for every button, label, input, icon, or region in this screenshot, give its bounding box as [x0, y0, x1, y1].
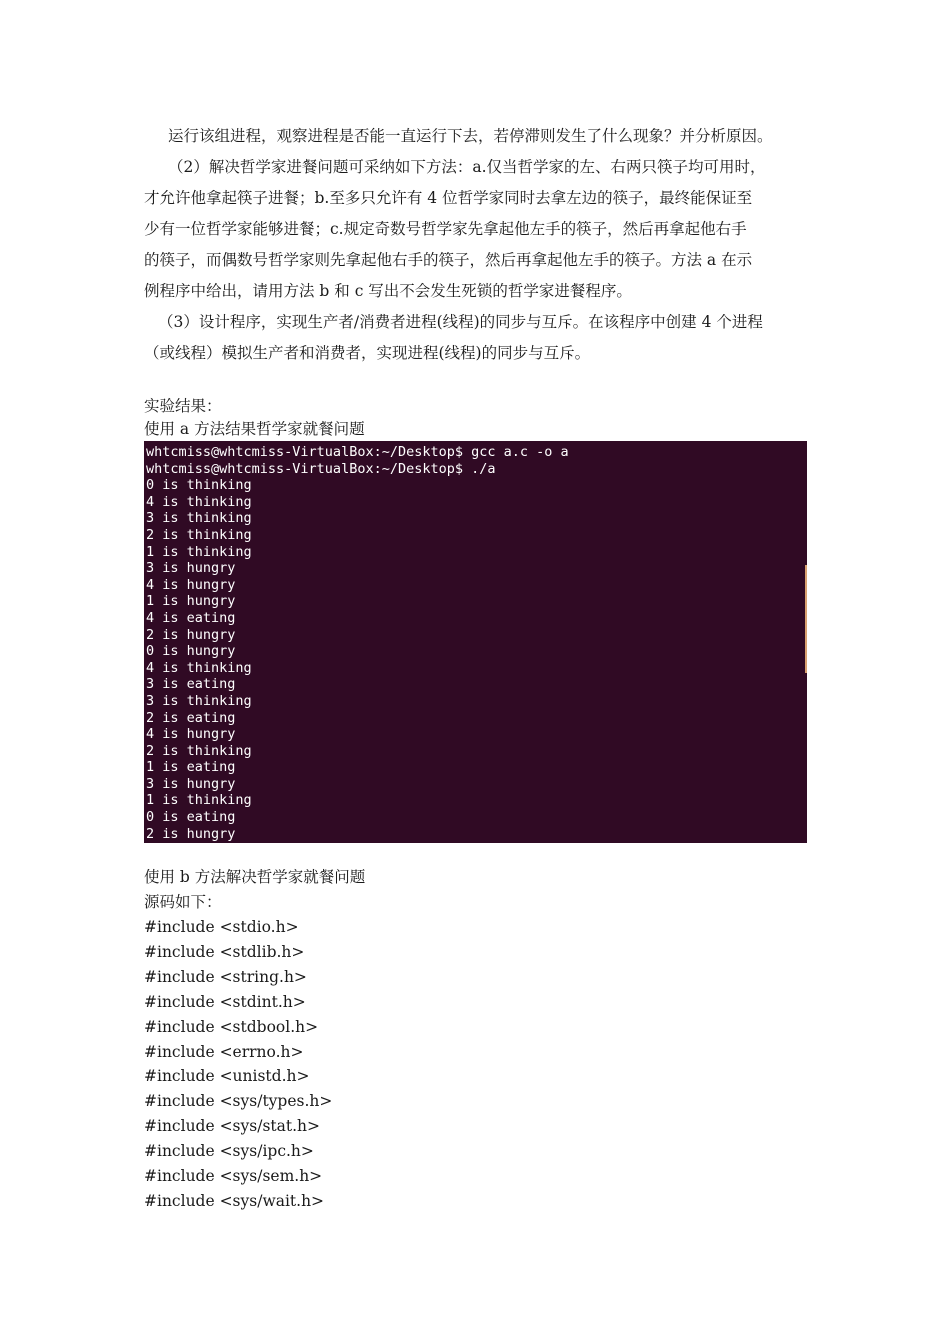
terminal-line: 3 is thinking — [146, 510, 252, 527]
terminal-line: 3 is eating — [146, 676, 236, 693]
code-line: #include <sys/sem.h> — [144, 1167, 323, 1186]
method-a-caption: 使用 a 方法结果哲学家就餐问题 — [144, 420, 365, 438]
terminal-line: whtcmiss@whtcmiss-VirtualBox:~/Desktop$ gcc a.c -o a — [146, 444, 569, 460]
text-line: 运行该组进程，观察进程是否能一直运行下去，若停滞则发生了什么现象？并分析原因。 — [168, 127, 773, 145]
terminal-line: 2 is thinking — [146, 742, 252, 759]
paragraph-method-description — [144, 152, 814, 307]
terminal-line: 4 is thinking — [146, 493, 252, 510]
code-line: #include <sys/wait.h> — [144, 1191, 325, 1210]
code-line: #include <unistd.h> — [144, 1067, 310, 1086]
code-line: #include <string.h> — [144, 967, 307, 986]
text-line: 例程序中给出，请用方法 b 和 c 写出不会发生死锁的哲学家进餐程序。 — [144, 282, 632, 300]
terminal-line: 2 is hungry — [146, 626, 236, 643]
terminal-line: 1 is eating — [146, 759, 236, 776]
code-line: #include <sys/stat.h> — [144, 1117, 320, 1136]
terminal-line: 3 is thinking — [146, 692, 252, 709]
text-line: 的筷子，而偶数号哲学家则先拿起他右手的筷子，然后再拿起他左手的筷子。方法 a 在示 — [144, 251, 753, 269]
terminal-line: 1 is thinking — [146, 792, 252, 809]
terminal-edge-artifact — [805, 565, 807, 673]
method-b-caption: 使用 b 方法解决哲学家就餐问题 — [144, 868, 366, 886]
source-label: 源码如下： — [144, 893, 222, 911]
terminal-screenshot — [144, 441, 807, 843]
code-line: #include <sys/ipc.h> — [144, 1142, 314, 1161]
text-line: （3）设计程序，实现生产者/消费者进程(线程)的同步与互斥。在该程序中创建 4 个进程 — [158, 313, 763, 331]
terminal-line: 1 is hungry — [146, 593, 236, 610]
terminal-line: whtcmiss@whtcmiss-VirtualBox:~/Desktop$ ./a — [146, 460, 496, 477]
paragraph-intro-continuation — [144, 121, 814, 152]
code-line: #include <errno.h> — [144, 1042, 304, 1061]
terminal-line: 3 is hungry — [146, 560, 236, 577]
terminal-line: 2 is hungry — [146, 825, 236, 842]
terminal-line: 0 is hungry — [146, 643, 236, 660]
code-line: #include <stdlib.h> — [144, 942, 305, 961]
text-line: （或线程）模拟生产者和消费者，实现进程(线程)的同步与互斥。 — [144, 344, 591, 362]
text-line: 少有一位哲学家能够进餐；c.规定奇数号哲学家先拿起他左手的筷子，然后再拿起他右手 — [144, 220, 747, 238]
results-heading: 实验结果： — [144, 397, 222, 415]
terminal-line: 1 is thinking — [146, 543, 252, 560]
terminal-line: 2 is eating — [146, 709, 236, 726]
source-code-block — [144, 915, 332, 1214]
code-line: #include <stdio.h> — [144, 918, 299, 936]
terminal-line: 4 is eating — [146, 609, 236, 626]
terminal-line: 0 is thinking — [146, 477, 252, 494]
paragraph-producer-consumer — [144, 307, 814, 369]
code-line: #include <stdint.h> — [144, 992, 306, 1011]
terminal-line: 3 is hungry — [146, 775, 236, 792]
terminal-line: 2 is thinking — [146, 526, 252, 543]
code-line: #include <sys/types.h> — [144, 1092, 333, 1111]
text-line: 才允许他拿起筷子进餐；b.至多只允许有 4 位哲学家同时去拿左边的筷子，最终能保证至 — [144, 189, 753, 207]
terminal-line: 4 is hungry — [146, 726, 236, 743]
code-line: #include <stdbool.h> — [144, 1017, 319, 1036]
terminal-line: 0 is eating — [146, 809, 236, 826]
terminal-line: 4 is thinking — [146, 659, 252, 676]
text-line: （2）解决哲学家进餐问题可采纳如下方法：a.仅当哲学家的左、右两只筷子均可用时， — [168, 158, 766, 176]
terminal-line: 4 is hungry — [146, 576, 236, 593]
